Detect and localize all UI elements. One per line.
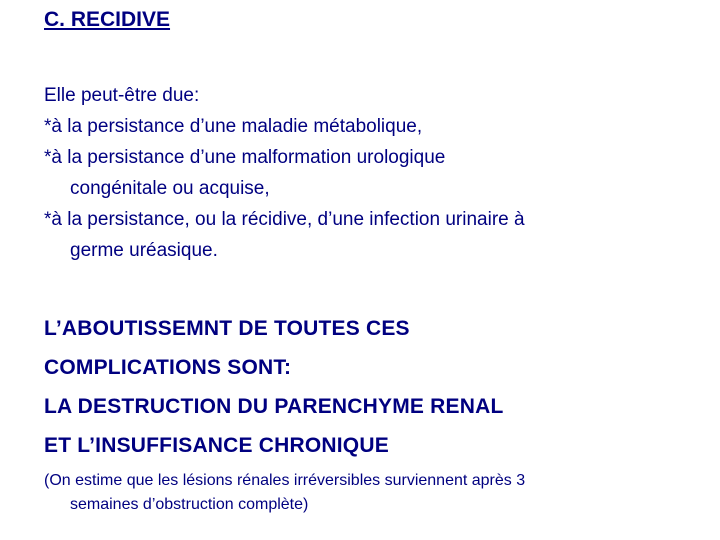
- causes-block: [44, 80, 525, 266]
- conclusion-line: COMPLICATIONS SONT:: [44, 356, 292, 379]
- cause-malformation: *à la persistance d’une malformation urologique: [44, 147, 446, 168]
- slide-title: C. RECIDIVE: [44, 8, 171, 31]
- footnote: [44, 469, 525, 517]
- conclusion-line: LA DESTRUCTION DU PARENCHYME RENAL: [44, 395, 504, 418]
- conclusion-line: ET L’INSUFFISANCE CHRONIQUE: [44, 434, 389, 457]
- cause-infection-continued: germe uréasique.: [70, 240, 218, 261]
- cause-malformation-continued: congénitale ou acquise,: [70, 178, 270, 199]
- slide: [44, 0, 704, 540]
- conclusion-line: L’ABOUTISSEMNT DE TOUTES CES: [44, 317, 410, 340]
- cause-infection: *à la persistance, ou la récidive, d’une infection urinaire à: [44, 209, 525, 230]
- conclusion-block: [44, 309, 503, 465]
- intro-text: Elle peut-être due:: [44, 85, 200, 106]
- footnote-line-continued: semaines d’obstruction complète): [70, 496, 309, 513]
- footnote-line: (On estime que les lésions rénales irréversibles surviennent après 3: [44, 472, 526, 489]
- cause-metabolic: *à la persistance d’une maladie métabolique,: [44, 116, 423, 137]
